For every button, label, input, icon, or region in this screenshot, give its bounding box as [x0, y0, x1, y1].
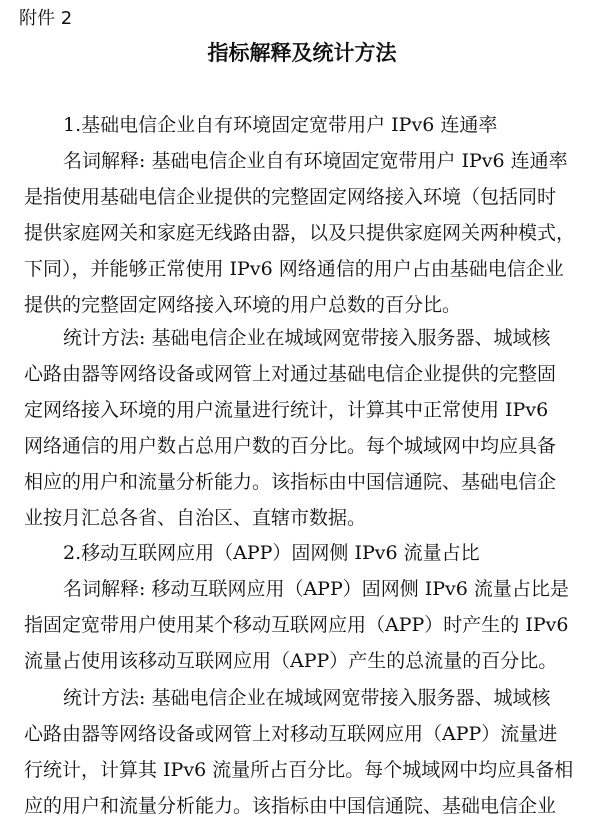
section1-definition-line: 提供的完整固定网络接入环境的用户总数的百分比。 [24, 294, 462, 316]
section1-method-line: 定网络接入环境的用户流量进行统计，计算其中正常使用 IPv6 [24, 399, 549, 421]
section2-method-line: 行统计，计算其 IPv6 流量所占百分比。每个城域网中均应具备相 [24, 759, 574, 781]
section2-definition-line: 流量占使用该移动互联网应用（APP）产生的总流量的百分比。 [24, 650, 558, 672]
section2-method-line: 统计方法: 基础电信企业在城域网宽带接入服务器、城域核 [63, 687, 551, 709]
section1-method-line: 网络通信的用户数占总用户数的百分比。每个城域网中均应具备 [24, 435, 557, 457]
annex-label: 附件 2 [19, 8, 73, 29]
section1-definition-line: 名词解释: 基础电信企业自有环境固定宽带用户 IPv6 连通率 [63, 150, 568, 172]
section1-method-line: 相应的用户和流量分析能力。该指标由中国信通院、基础电信企 [24, 471, 557, 493]
section2-method-line: 应的用户和流量分析能力。该指标由中国信通院、基础电信企业 [24, 795, 557, 817]
section2-heading: 2.移动互联网应用（APP）固网侧 IPv6 流量占比 [63, 542, 480, 564]
document-title: 指标解释及统计方法 [207, 41, 397, 65]
section1-method-line: 统计方法: 基础电信企业在城域网宽带接入服务器、城域核 [63, 327, 551, 349]
section1-definition-line: 提供家庭网关和家庭无线路由器，以及只提供家庭网关两种模式， [24, 222, 576, 244]
section2-definition-line: 指固定宽带用户使用某个移动互联网应用（APP）时产生的 IPv6 [24, 614, 569, 636]
section1-method-line: 心路由器等网络设备或网管上对通过基础电信企业提供的完整固 [24, 363, 557, 385]
section1-method-line: 业按月汇总各省、自治区、直辖市数据。 [24, 507, 367, 529]
section1-definition-line: 下同），并能够正常使用 IPv6 网络通信的用户占由基础电信企业 [24, 258, 564, 280]
section2-method-line: 心路由器等网络设备或网管上对移动互联网应用（APP）流量进 [24, 723, 558, 745]
section1-definition-line: 是指使用基础电信企业提供的完整固定网络接入环境（包括同时 [24, 186, 557, 208]
section2-definition-line: 名词解释: 移动互联网应用（APP）固网侧 IPv6 流量占比是 [63, 578, 569, 600]
section1-heading: 1.基础电信企业自有环境固定宽带用户 IPv6 连通率 [63, 114, 498, 136]
